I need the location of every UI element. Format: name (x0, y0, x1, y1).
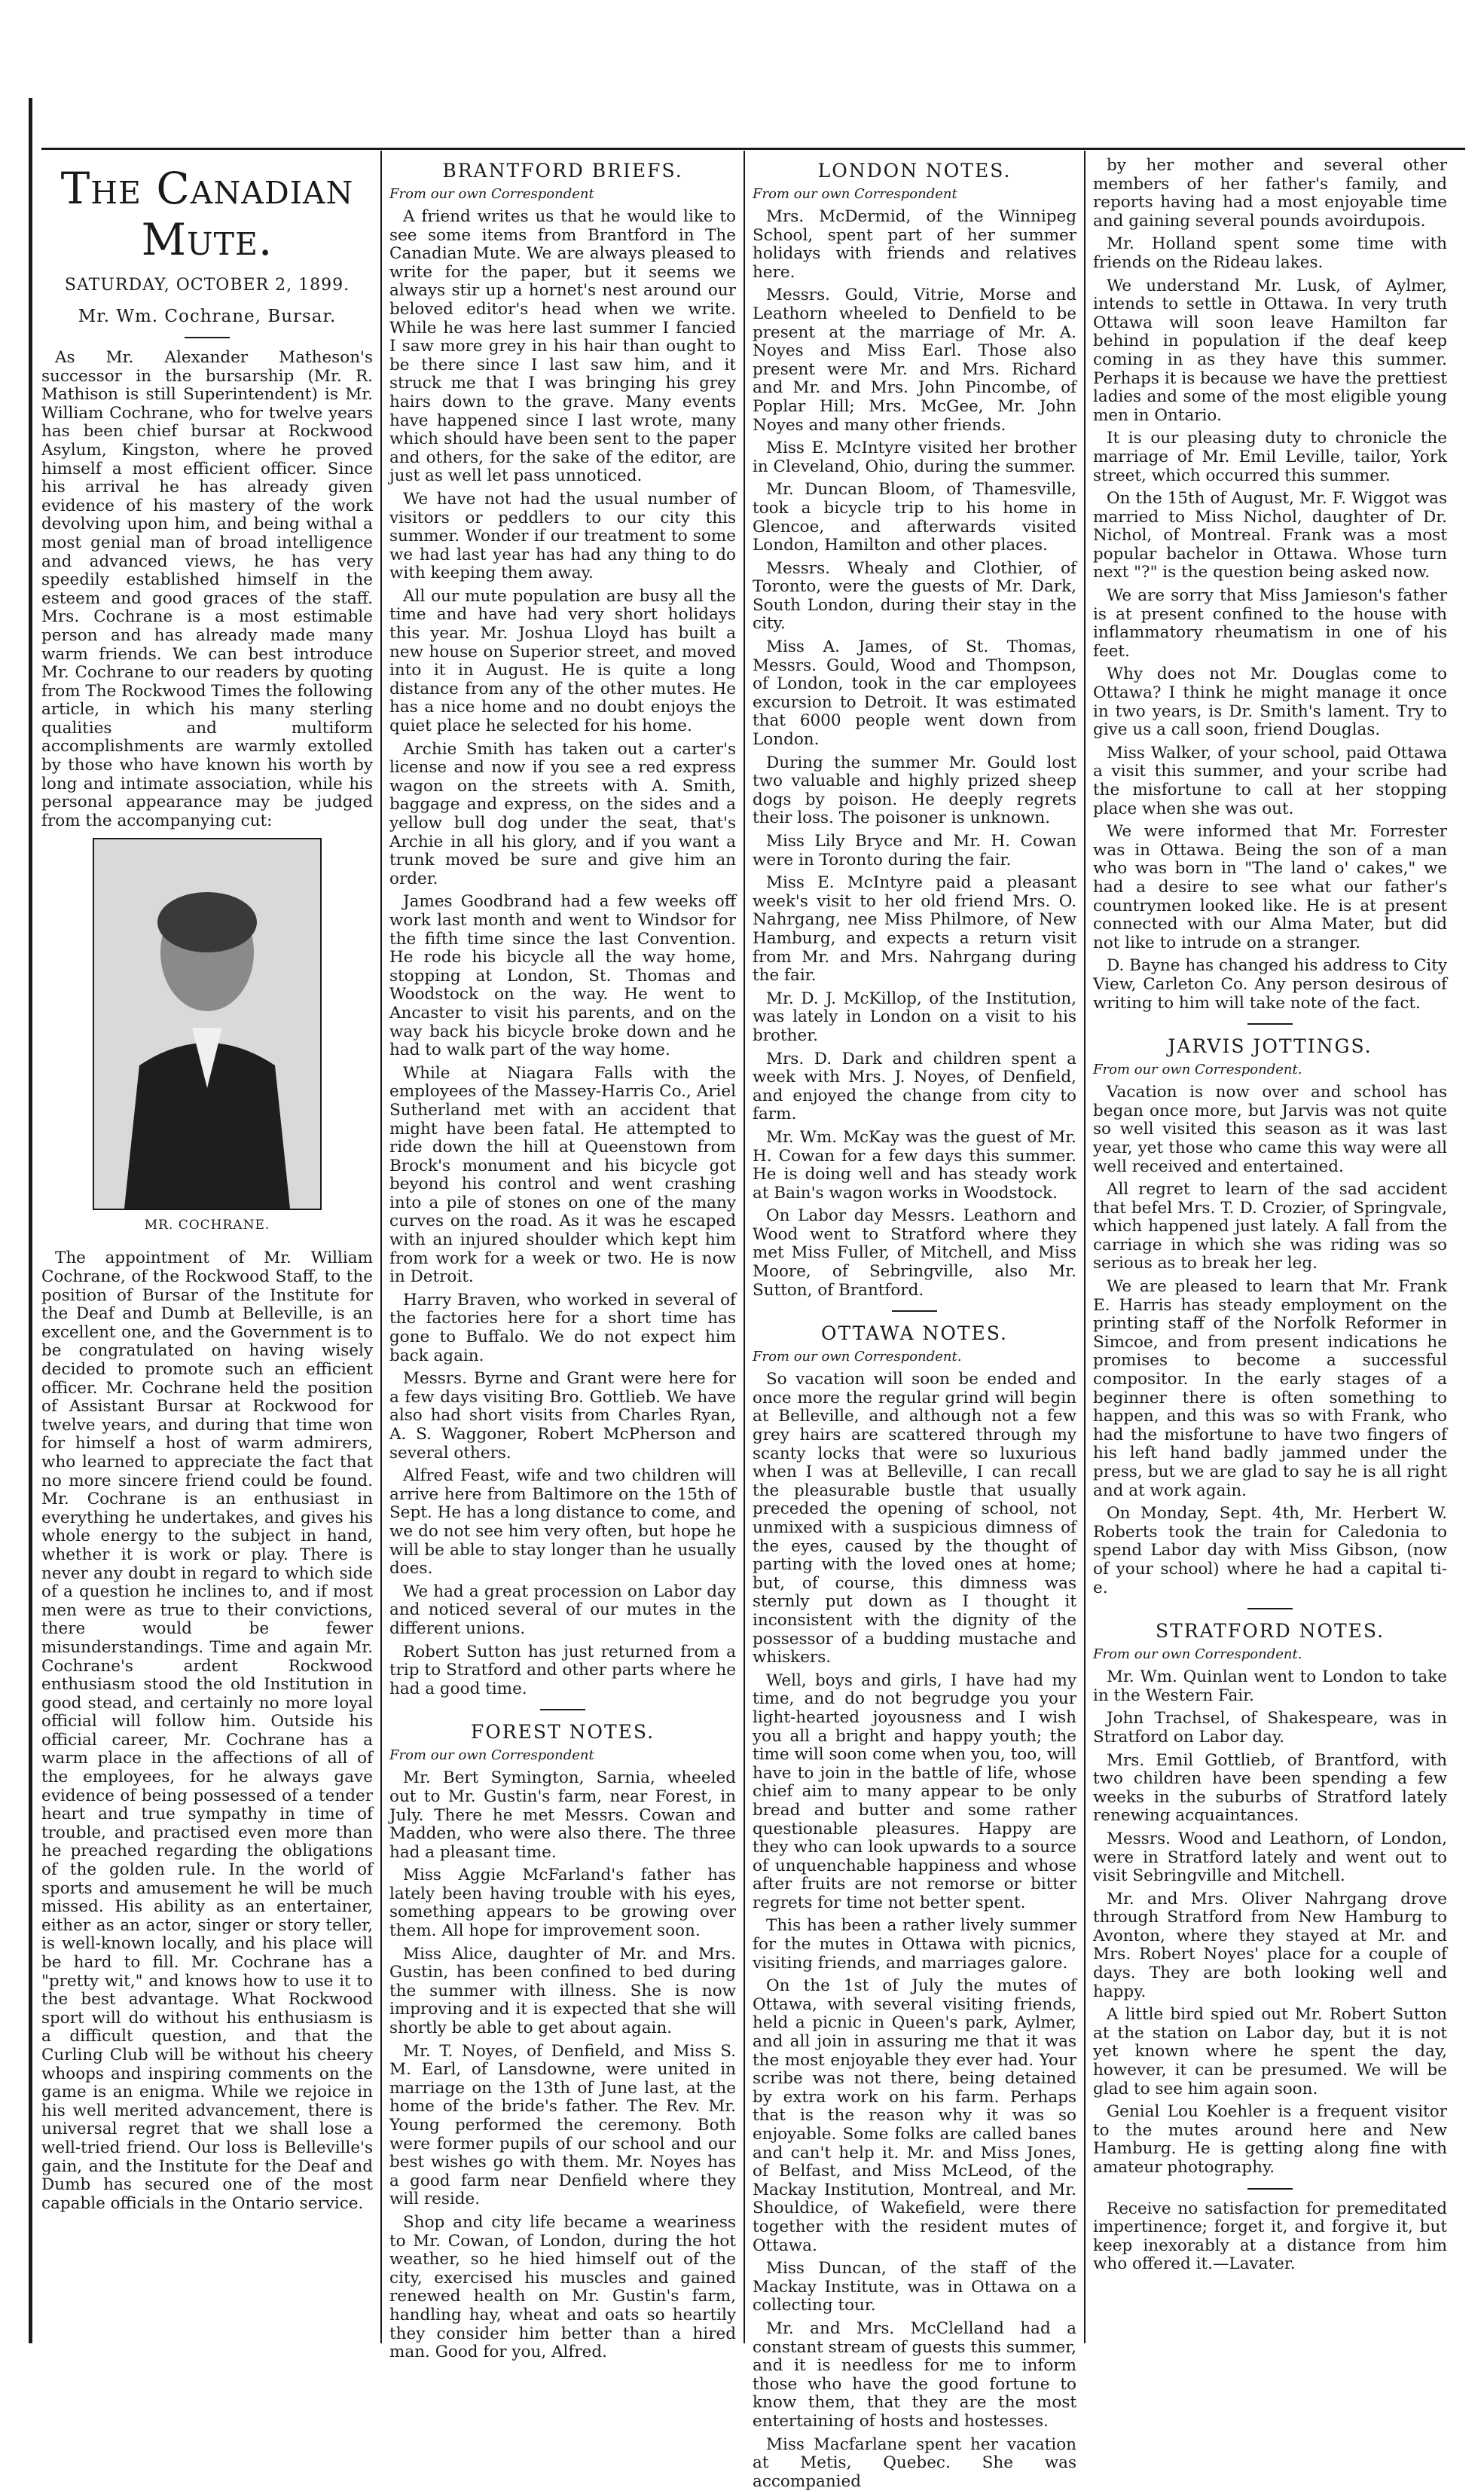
section-heading: BRANTFORD BRIEFS. (389, 160, 736, 182)
news-paragraph: James Goodbrand had a few weeks off work last month and went to Windsor for the fifth time since the last Convention. He rode his bicycle all the way home, stopping at London, St. Thomas and Woodstock on the way. He went to Ancaster to visit his parents, and on the way back his bicycle broke down and he had to walk part of the way home. (389, 893, 736, 1059)
news-paragraph: John Trachsel, of Shakespeare, was in Stratford on Labor day. (1093, 1710, 1447, 1747)
news-paragraph: We understand Mr. Lusk, of Aylmer, intends to settle in Ottawa. In very truth Ottawa will soon leave Hamilton far behind in population if the deaf keep coming in as they have this summer. Perhaps it is because we have the prettiest ladies and some of the most eligible young men in Ontario. (1093, 277, 1447, 426)
news-paragraph: Alfred Feast, wife and two children will arrive here from Baltimore on the 15th of Sept. He has a long distance to come, and we do not see him very often, but hope he will be able to stay longer than he usually does. (389, 1467, 736, 1579)
news-paragraph: All our mute population are busy all the time and have had very short holidays this year. Mr. Joshua Lloyd has built a new house on Superior street, and moved into it in August. He is quite a long distance from any of the other mutes. He has a nice home and no doubt enjoys the quiet place he selected for his home. (389, 588, 736, 736)
column-1 (41, 157, 373, 2342)
news-paragraph: Mrs. Emil Gottlieb, of Brantford, with two children have been spending a few weeks in the suburbs of Stratford lately renewing acquaintances. (1093, 1752, 1447, 1826)
news-paragraph: We are pleased to learn that Mr. Frank E. Harris has steady employment on the printing staff of the Norfolk Reformer in Simcoe, and from present indications he promises to become a successful compositor. In the early stages of a beginner there is often something to happen, and this was so with Frank, who had the misfortune to have two fingers of his left hand badly jammed under the press, but we are glad to say he is all right and at work again. (1093, 1278, 1447, 1500)
news-paragraph: Robert Sutton has just returned from a trip to Stratford and other parts where he had a good time. (389, 1643, 736, 1699)
news-paragraph: Messrs. Gould, Vitrie, Morse and Leathorn wheeled to Denfield to be present at the marriage of Mr. A. Noyes and Miss Earl. Those also present were Mr. and Mrs. Richard and Mr. and Mrs. John Pincombe, of Poplar Hill; Mrs. McGee, Mr. John Noyes and many other friends. (753, 286, 1076, 435)
column-divider (1084, 151, 1086, 2343)
correspondent-line: From our own Correspondent. (753, 1349, 1076, 1365)
news-paragraph: On Labor day Messrs. Leathorn and Wood went to Stratford where they met Miss Fuller, of Mitchell, and Miss Moore, of Sebringville, also Mr. Sutton, of Brantford. (753, 1207, 1076, 1300)
portrait-image (93, 838, 322, 1210)
news-paragraph: by her mother and several other members of her father's family, and reports having had a most enjoyable time and gaining several pounds avoirdupois. (1093, 157, 1447, 231)
news-paragraph: A friend writes us that he would like to see some items from Brantford in The Canadian Mute. We are always pleased to write for the paper, but it seems we always stir up a hornet's nest around our beloved editor's head when we write. While he was here last summer I fancied I saw more grey in his hair than ought to be there since I last saw him, and it struck me that I was bringing his grey hairs down to the grave. Many events have happened since I last wrote, many which should have been sent to the paper and others, for the sake of the editor, are just as well let pass unnoticed. (389, 208, 736, 486)
separator (540, 1709, 585, 1710)
news-paragraph: Miss E. McIntyre paid a pleasant week's visit to her old friend Mrs. O. Nahrgang, nee Miss Philmore, of New Hamburg, and expects a return visit from Mr. and Mrs. Nahrgang during the fair. (753, 874, 1076, 986)
column-2 (389, 157, 736, 2342)
news-paragraph: Miss E. McIntyre visited her brother in Cleveland, Ohio, during the summer. (753, 439, 1076, 476)
news-paragraph: Messrs. Whealy and Clothier, of Toronto, were the guests of Mr. Dark, South London, during their stay in the city. (753, 560, 1076, 634)
news-paragraph: Miss Macfarlane spent her vacation at Metis, Quebec. She was accompanied (753, 2436, 1076, 2491)
news-paragraph: During the summer Mr. Gould lost two valuable and highly prized sheep dogs by poison. He deeply regrets their loss. The poisoner is unknown. (753, 754, 1076, 828)
section-heading: OTTAWA NOTES. (753, 1322, 1076, 1344)
news-paragraph: Miss Lily Bryce and Mr. H. Cowan were in Toronto during the fair. (753, 833, 1076, 870)
news-paragraph: Well, boys and girls, I have had my time, and do not begrudge you your light-hearted joyousness and I wish you all a bright and happy youth; the time will soon come when you, too, will have to join in the battle of life, whose chief aim to many appear to be only bread and butter and some rather questionable pleasures. Happy are they who can look upwards to a source of unquenchable happiness and whose after fruits are not remorse or bitter regrets for time not better spent. (753, 1672, 1076, 1913)
news-paragraph: Messrs. Byrne and Grant were here for a few days visiting Bro. Gottlieb. We have also had short visits from Charles Ryan, A. S. Waggoner, Robert McPherson and several others. (389, 1370, 736, 1463)
section-heading: STRATFORD NOTES. (1093, 1620, 1447, 1642)
news-paragraph: Why does not Mr. Douglas come to Ottawa? I think he might manage it once in two years, is Dr. Smith's lament. Try to give us a call soon, friend Douglas. (1093, 665, 1447, 739)
news-paragraph: Harry Braven, who worked in several of the factories here for a short time has gone to Buffalo. We do not expect him back again. (389, 1291, 736, 1365)
column-divider (744, 151, 745, 2343)
article-paragraph: As Mr. Alexander Matheson's successor in the bursarship (Mr. R. Mathison is still Superintendent) is Mr. William Cochrane, who for twelve years has been chief bursar at Rockwood Asylum, Kingston, where he proved himself a most efficient officer. Since his arrival he has already given evidence of his mastery of the work devolving upon him, and being withal a most genial man of broad intelligence and advanced views, he has very speedily established himself in the esteem and good graces of the staff. Mrs. Cochrane is a most estimable person and has already made many warm friends. We can best introduce Mr. Cochrane to our readers by quoting from The Rockwood Times the following article, in which his many sterling qualities and multiform accomplishments are warmly extolled by those who have known his worth by long and intimate association, while his personal appearance may be judged from the accompanying cut: (41, 349, 373, 830)
news-paragraph: Vacation is now over and school has began once more, but Jarvis was not quite so well visited this season as it was last year, yet those who came this way were all well received and entertained. (1093, 1084, 1447, 1176)
news-paragraph: On Monday, Sept. 4th, Mr. Herbert W. Roberts took the train for Caledonia to spend Labor day with Miss Gibson, (now of your school) where he had a capital ti- e. (1093, 1505, 1447, 1597)
portrait-caption: MR. COCHRANE. (41, 1218, 373, 1233)
news-paragraph: We are sorry that Miss Jamieson's father is at present confined to the house with inflammatory rheumatism in one of his feet. (1093, 587, 1447, 661)
news-paragraph: Mr. and Mrs. Oliver Nahrgang drove through Stratford from New Hamburg to Avonton, where they stayed at Mr. and Mrs. Robert Noyes' place for a couple of days. They are both looking well and happy. (1093, 1890, 1447, 2002)
news-paragraph: Miss Aggie McFarland's father has lately been having trouble with his eyes, something appears to be growing over them. All hope for improvement soon. (389, 1866, 736, 1940)
dateline: SATURDAY, OCTOBER 2, 1899. (41, 276, 373, 295)
news-paragraph: Mr. Holland spent some time with friends on the Rideau lakes. (1093, 235, 1447, 272)
section-heading: LONDON NOTES. (753, 160, 1076, 182)
news-paragraph: D. Bayne has changed his address to City View, Carleton Co. Any person desirous of writing to him will take note of the fact. (1093, 957, 1447, 1013)
column-4 (1093, 157, 1447, 2342)
separator (185, 337, 230, 338)
news-paragraph: Mr. D. J. McKillop, of the Institution, was lately in London on a visit to his brother. (753, 990, 1076, 1046)
news-paragraph: Mr. Duncan Bloom, of Thamesville, took a bicycle trip to his home in Glencoe, and afterwards visited London, Hamilton and other places. (753, 481, 1076, 555)
news-paragraph: Miss A. James, of St. Thomas, Messrs. Gould, Wood and Thompson, of London, took in the car employees excursion to Detroit. It was estimated that 6000 people went down from London. (753, 638, 1076, 750)
news-paragraph: Mr. Bert Symington, Sarnia, wheeled out to Mr. Gustin's farm, near Forest, in July. There he met Messrs. Cowan and Madden, who were also there. The three had a pleasant time. (389, 1769, 736, 1862)
separator (1247, 1608, 1293, 1609)
news-paragraph: Mr. T. Noyes, of Denfield, and Miss S. M. Earl, of Lansdowne, were united in marriage on the 13th of June last, at the home of the bride's father. The Rev. Mr. Young performed the ceremony. Both were former pupils of our school and our best wishes go with them. Mr. Noyes has a good farm near Denfield where they will reside. (389, 2043, 736, 2209)
masthead-title: The Canadian Mute. (41, 163, 373, 265)
top-rule (41, 148, 1465, 150)
left-margin-rule (29, 98, 32, 2343)
correspondent-line: From our own Correspondent. (1093, 1646, 1447, 1662)
news-paragraph: So vacation will soon be ended and once more the regular grind will begin at Belleville, and although not a few grey hairs are scattered through my scanty locks that were so luxurious when I was at Belleville, I can recall the pleasurable bustle that usually preceded the opening of school, not unmixed with a suspicious dimness of the eyes, caused by the thought of parting with the loved ones at home; but, of course, this dimness was sternly put down as I thought it inconsistent with the dignity of the possessor of a budding mustache and whiskers. (753, 1371, 1076, 1667)
news-paragraph: All regret to learn of the sad accident that befel Mrs. T. D. Crozier, of Springvale, which happened just lately. A fall from the carriage in which she was riding was so serious as to break her leg. (1093, 1181, 1447, 1273)
separator (1247, 2188, 1293, 2190)
news-paragraph: Messrs. Wood and Leathorn, of London, were in Stratford lately and went out to visit Sebringville and Mitchell. (1093, 1830, 1447, 1886)
news-paragraph: Mrs. D. Dark and children spent a week with Mrs. J. Noyes, of Denfield, and enjoyed the change from city to farm. (753, 1050, 1076, 1124)
news-paragraph: A little bird spied out Mr. Robert Sutton at the station on Labor day, but it is not yet known where he spent the day, however, it can be presumed. We will be glad to see him again soon. (1093, 2006, 1447, 2098)
news-paragraph: Archie Smith has taken out a carter's license and now if you see a red express wagon on the streets with A. Smith, baggage and express, on the sides and a yellow bull dog under the seat, that's Archie in all his glory, and if you want a trunk moved be sure and give him an order. (389, 741, 736, 889)
separator (892, 1310, 937, 1312)
closing-quote: Receive no satisfaction for premeditated impertinence; forget it, and forgive it, but keep inexorably at a distance from him who offered it.—Lavater. (1093, 2200, 1447, 2274)
news-paragraph: Mr. and Mrs. McClelland had a constant stream of guests this summer, and it is needless for me to inform those who have the good fortune to know them, that they are the most entertaining of hosts and hostesses. (753, 2320, 1076, 2431)
section-heading: JARVIS JOTTINGS. (1093, 1035, 1447, 1057)
correspondent-line: From our own Correspondent. (1093, 1062, 1447, 1077)
correspondent-line: From our own Correspondent (389, 1747, 736, 1763)
article-byline: Mr. Wm. Cochrane, Bursar. (41, 307, 373, 326)
news-paragraph: Mrs. McDermid, of the Winnipeg School, spent part of her summer holidays with friends and relatives here. (753, 208, 1076, 282)
column-divider (380, 151, 382, 2343)
news-paragraph: We have not had the usual number of visitors or peddlers to our city this summer. Wonder if our treatment to some we had last year has had any thing to do with keeping them away. (389, 491, 736, 583)
news-paragraph: Miss Duncan, of the staff of the Mackay Institute, was in Ottawa on a collecting tour. (753, 2260, 1076, 2315)
news-paragraph: We were informed that Mr. Forrester was in Ottawa. Being the son of a man who was born in "The land o' cakes," we had a desire to see what our father's countrymen looked like. He is at present connected with our Alma Mater, but did not like to intrude on a stranger. (1093, 823, 1447, 952)
portrait-figure-icon (94, 839, 320, 1209)
news-paragraph: Mr. Wm. McKay was the guest of Mr. H. Cowan for a few days this summer. He is doing well and has steady work at Bain's wagon works in Woodstock. (753, 1129, 1076, 1203)
news-paragraph: Genial Lou Koehler is a frequent visitor to the mutes around here and New Hamburg. He is getting along fine with amateur photography. (1093, 2103, 1447, 2177)
separator (1247, 1023, 1293, 1025)
column-3 (753, 157, 1076, 2342)
news-paragraph: Shop and city life became a weariness to Mr. Cowan, of London, during the hot weather, so he hied himself out of the city, exercised his muscles and gained renewed health on Mr. Gustin's farm, handling hay, wheat and oats so heartily they consider him better than a hired man. Good for you, Alfred. (389, 2214, 736, 2362)
correspondent-line: From our own Correspondent (753, 186, 1076, 202)
article-paragraph: The appointment of Mr. William Cochrane, of the Rockwood Staff, to the position of Bursar of the Institute for the Deaf and Dumb at Belleville, is an excellent one, and the Government is to be congratulated on having wisely decided to promote such an efficient officer. Mr. Cochrane held the position of Assistant Bursar at Rockwood for twelve years, and during that time won for himself a host of warm admirers, who learned to appreciate the fact that no more sincere friend could be found. Mr. Cochrane is an enthusiast in everything he undertakes, and gives his whole energy to the subject in hand, whether it is work or play. There is never any doubt in regard to which side of a question he inclines to, and if most men were as true to their convictions, there would be fewer misunderstandings. Time and again Mr. Cochrane's ardent Rockwood enthusiasm stood the old Institution in good stead, and certainly no more loyal official will follow him. Outside his official career, Mr. Cochrane has a warm place in the affections of all of the employees, for he always gave evidence of being possessed of a tender heart and true sympathy in time of trouble, and practised even more than he preached regarding the obligations of the golden rule. In the world of sports and amusement he will be much missed. His ability as an entertainer, either as an actor, singer or story teller, is well-known locally, and his place will be hard to fill. Mr. Cochrane has a "pretty wit," and knows how to use it to the best advantage. What Rockwood sport will do without his enthusiasm is a difficult question, and that the Curling Club will be without his cheery whoops and inspiring comments on the game is an enigma. While we rejoice in his well merited advancement, there is universal regret that we shall lose a well-tried friend. Our loss is Belleville's gain, and the Institute for the Deaf and Dumb has secured one of the most capable officials in the Ontario service. (41, 1249, 373, 2213)
correspondent-line: From our own Correspondent (389, 186, 736, 202)
news-paragraph: On the 15th of August, Mr. F. Wiggot was married to Miss Nichol, daughter of Dr. Nichol, of Montreal. Frank was a most popular bachelor in Ottawa. Whose turn next "?" is the question being asked now. (1093, 490, 1447, 582)
news-paragraph: We had a great procession on Labor day and noticed several of our mutes in the different unions. (389, 1583, 736, 1639)
news-paragraph: Miss Walker, of your school, paid Ottawa a visit this summer, and your scribe had the misfortune to call at her stopping place when she was out. (1093, 744, 1447, 818)
news-paragraph: On the 1st of July the mutes of Ottawa, with several visiting friends, held a picnic in Queen's park, Aylmer, and all join in assuring me that it was the most enjoyable they ever had. Your scribe was not there, being detained by extra work on his farm. Perhaps that is the reason why it was so enjoyable. Some folks are called banes and can't help it. Mr. and Miss Jones, of Belfast, and Miss McLeod, of the Mackay Institution, Montreal, and Mr. Shouldice, of Wakefield, were there together with the resident mutes of Ottawa. (753, 1977, 1076, 2255)
news-paragraph: It is our pleasing duty to chronicle the marriage of Mr. Emil Leville, tailor, York street, which occurred this summer. (1093, 429, 1447, 485)
section-heading: FOREST NOTES. (389, 1721, 736, 1743)
news-paragraph: This has been a rather lively summer for the mutes in Ottawa with picnics, visiting friends, and marriages galore. (753, 1917, 1076, 1973)
news-paragraph: Mr. Wm. Quinlan went to London to take in the Western Fair. (1093, 1668, 1447, 1705)
news-paragraph: Miss Alice, daughter of Mr. and Mrs. Gustin, has been confined to bed during the summer with illness. She is now improving and it is expected that she will shortly be able to get about again. (389, 1945, 736, 2038)
news-paragraph: While at Niagara Falls with the employees of the Massey-Harris Co., Ariel Sutherland met with an accident that might have been fatal. He attempted to ride down the hill at Queenstown from Brock's monument and his bicycle got beyond his control and went crashing into a pile of stones on one of the many curves on the road. As it was he escaped with an injured shoulder which kept him from work for a week or two. He is now in Detroit. (389, 1065, 736, 1287)
